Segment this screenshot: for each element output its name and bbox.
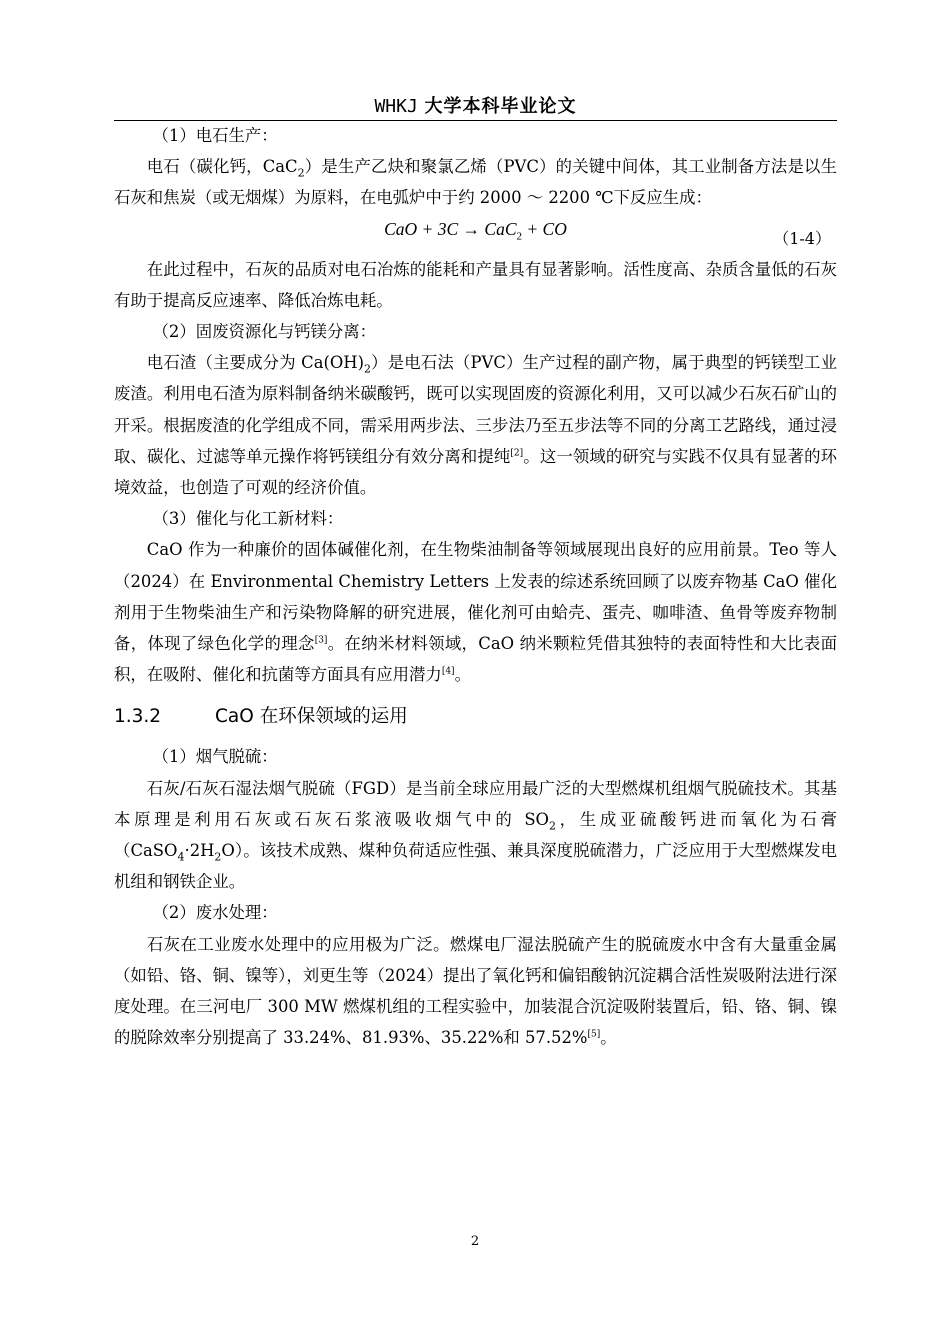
equation-number: （1-4） — [773, 228, 831, 248]
running-header — [114, 94, 837, 120]
citation-5: [5] — [587, 1029, 601, 1040]
paragraph-carbide-slag: 电石渣（主要成分为 $Ca(OH)_2$）是电石法（PVC）生产过程的副产物，属于典型的钙镁型工业废渣。利用电石渣为原料制备纳米碳酸钙，既可以实现固废的资源化利用，又可以减少石灰石矿山的开采。根据废渣的化学组成不同，需采用两步法、三步法乃至五步法等不同的分离工艺路线，通过浸取、碳化、过滤等单元操作将钙镁组分有效分离和提纯[2]。这一领域的研究与实践不仅具有显著的环境效益，也创造了可观的经济价值。 — [114, 353, 838, 498]
subheading-calcium-carbide: （1）电石生产： — [152, 126, 278, 145]
subheading-catalysis: （3）催化与化工新材料： — [152, 509, 344, 529]
subheading-solid-waste: （2）固废资源化与钙镁分离： — [152, 322, 377, 342]
body-text — [114, 120, 837, 1053]
citation-3: [3] — [314, 635, 328, 646]
paragraph-wastewater: 石灰在工业废水处理中的应用极为广泛。燃煤电厂湿法脱硫产生的脱硫废水中含有大量重金属（如铅、铬、铜、镍等），刘更生等（2024）提出了氧化钙和偏铝酸钠沉淀耦合活性炭吸附法进行深度处理。在三河电厂 300 MW 燃煤机组的工程实验中，加装混合沉淀吸附装置后，铅、铬、铜、镍的脱除效率分别提高了 33.24%、81.93%、35.22%和 57.52%[5]。 — [114, 934, 837, 1048]
paragraph-calcium-carbide: 电石（碳化钙，CaC$_2$）是生产乙炔和聚氯乙烯（PVC）的关键中间体，其工业制备方法是以生石灰和焦炭（或无烟煤）为原料，在电弧炉中于约 2000 ～ 2200 ℃下反应生成： — [114, 157, 838, 208]
paragraph-desulfurization: 石灰/石灰石湿法烟气脱硫（FGD）是当前全球应用最广泛的大型燃煤机组烟气脱硫技术。其基本原理是利用石灰或石灰石浆液吸收烟气中的 $SO_2$，生成亚硫酸钙进而氧化为石膏$(CaSO_4\cdot 2H_2O)$。该技术成熟、煤种负荷适应性强、兼具深度脱硫潜力，广泛应用于大型燃煤发电机组和钢铁企业。 — [114, 778, 838, 892]
page-number: 2 — [470, 1234, 480, 1249]
header-latin: WHKJ — [374, 96, 418, 117]
citation-4: [4] — [441, 666, 455, 677]
subheading-wastewater: （2）废水处理： — [152, 903, 278, 923]
citation-2: [2] — [510, 448, 524, 459]
equation-1-4 — [114, 214, 837, 254]
section-number: 1.3.2 — [114, 706, 162, 728]
subheading-desulfurization: （1）烟气脱硫： — [152, 747, 278, 767]
paragraph-lime-quality: 在此过程中，石灰的品质对电石冶炼的能耗和产量具有显著影响。活性度高、杂质含量低的石灰有助于提高反应速率、降低冶炼电耗。 — [114, 259, 837, 310]
header-title: 大学本科毕业论文 — [424, 96, 577, 117]
section-heading-1-3-2 — [114, 697, 837, 736]
equation-formula: CaO + 3C → CaC$_2$ + CO — [384, 218, 567, 243]
paragraph-catalysis: CaO 作为一种廉价的固体碱催化剂，在生物柴油制备等领域展现出良好的应用前景。Teo 等人（2024）在 Environmental Chemistry Letters 上发表的综述系统回顾了以废弃物基 CaO 催化剂用于生物柴油生产和污染物降解的研究进展，催化剂可由蛤壳、蛋壳、咖啡渣、鱼骨等废弃物制备，体现了绿色化学的理念[3]。在纳米材料领域，CaO 纳米颗粒凭借其独特的表面特性和大比表面积，在吸附、催化和抗菌等方面具有应用潜力[4]。 — [114, 540, 837, 685]
section-title: CaO 在环保领域的运用 — [215, 706, 408, 728]
